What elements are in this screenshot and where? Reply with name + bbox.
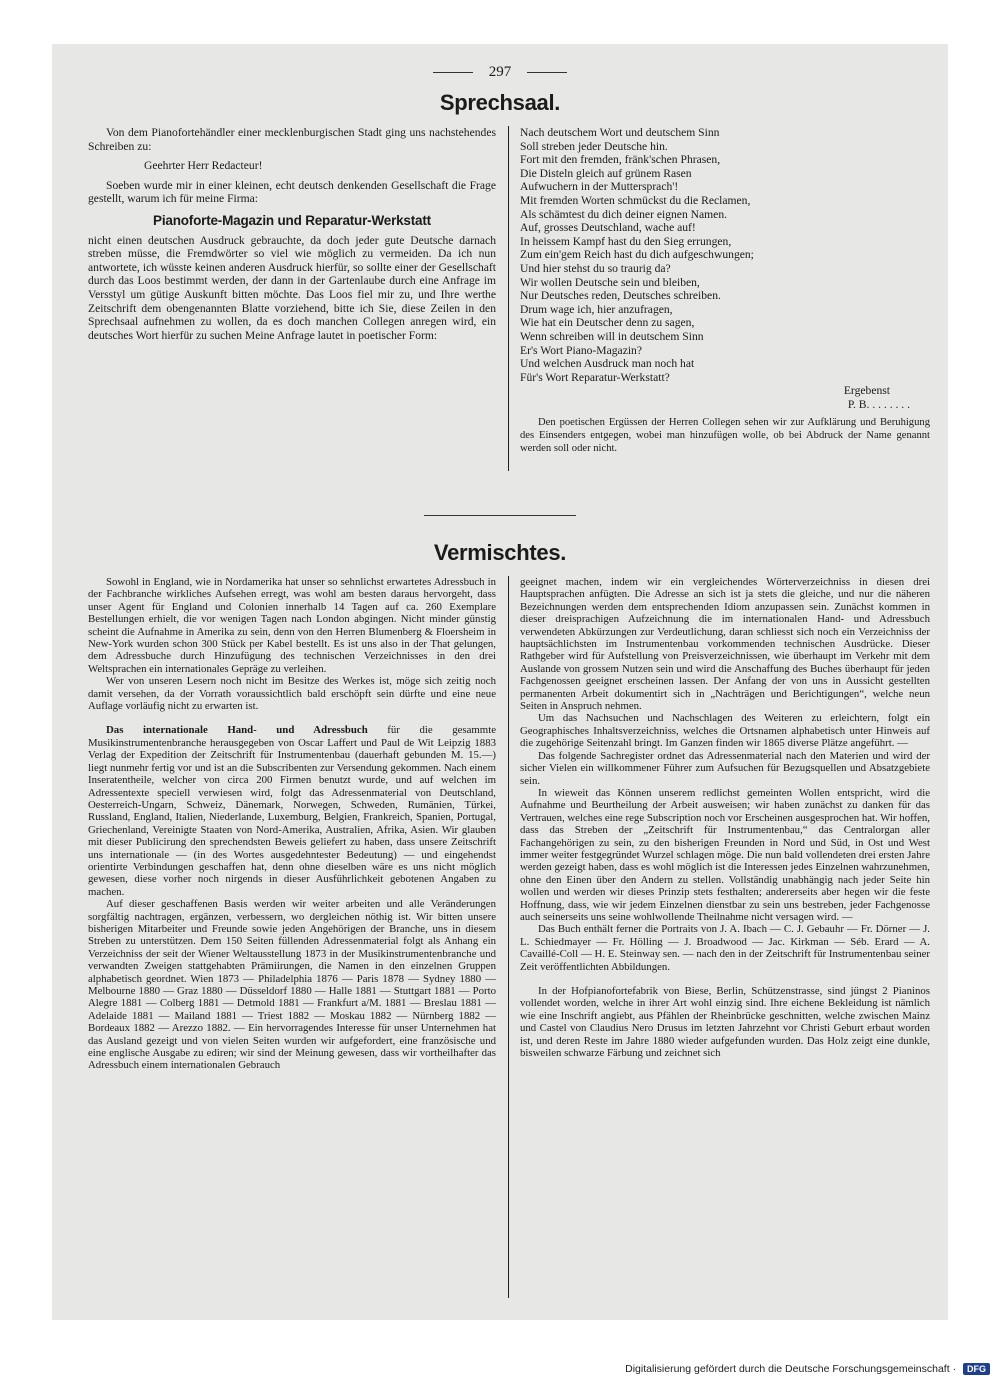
news-paragraph: Um das Nachsuchen und Nachschlagen des Weiteren zu erleichtern, folgt ein Geographisches Inhaltsverzeichniss, welches die Ortsnamen alphabetisch unter Hinweis auf die zugehörige Seitenzahl bringt. Im Ganzen finden wir 1865 diverse Plätze angeführt. —	[520, 712, 930, 750]
poem-line: Er's Wort Piano-Magazin?	[520, 343, 642, 357]
news-paragraph: Das Buch enthält ferner die Portraits von J. A. Ibach — C. J. Gebauhr — Fr. Dörner — J. L. Schiedmayer — Fr. Hölling — J. Broadwood — Jac. Kirkman — Séb. Erard — A. Cavaillé-Coll — H. E. Steinway sen. — nach den in der Zeitschrift für Instrumentenbau seiner Zeit veröffentlichten Abbildungen.	[520, 923, 930, 973]
editor-note: Den poetischen Ergüssen der Herren Collegen sehen wir zur Aufklärung und Beruhigung des Einsenders entgegen, wobei man hinzufügen wolle, ob bei Abdruck der Name genannt werden soll oder nicht.	[520, 417, 930, 454]
news-paragraph: geeignet machen, indem wir ein vergleichendes Wörterverzeichniss in diesen drei Hauptsprachen anfügten. Die Adresse an sich ist ja stets die gleiche, und nur die näheren Bezeichnungen werden dem entsprechenden Idiom anzupassen sein. Zunächst kommen in dieser dreisprachigen Aufzeichnung die im internationalen Hand- und Adressbuch verwendeten Abkürzungen zur Verdeutlichung, daran schliesst sich noch ein Verzeichniss der hauptsächlichsten im Instrumentenbau vorkommenden technischen Ausdrücke. Dieser Rathgeber wird für Aufstellung von Preisverzeichnissen, wie überhaupt im Verkehr mit dem Auslande von grossem Nutzen sein und wird die Anschaffung des Buches überhaupt für jeden Fachgenossen geeignet erscheinen lassen. Der Anfang der von uns in Aussicht gestellten permanenten Arbeit dokumentirt sich in „Nachträgen und Berichtigungen“, welche neun Seiten in Anspruch nehmen.	[520, 576, 930, 713]
page-number-rule-right	[527, 72, 567, 73]
signature: P. B. . . . . . . .	[847, 397, 910, 411]
sprechsaal-left-column	[88, 126, 496, 342]
poem-line: Und welchen Ausdruck man noch hat	[520, 357, 695, 371]
sprechsaal-greeting: Geehrter Herr Redacteur!	[144, 159, 263, 173]
footer-text: Digitalisierung gefördert durch die Deutsche Forschungsgemeinschaft	[625, 1363, 950, 1375]
poem-line: Und hier stehst du so traurig da?	[520, 261, 671, 275]
column-divider	[508, 576, 509, 1298]
poem-line: Wir wollen Deutsche sein und bleiben,	[520, 275, 700, 289]
vermischtes-left-column	[88, 576, 496, 1072]
poem-line: Aufwuchern in der Muttersprach'!	[520, 180, 679, 194]
section-separator	[424, 515, 576, 516]
poem-line: Wie hat ein Deutscher denn zu sagen,	[520, 316, 695, 330]
scanned-page	[52, 44, 948, 1320]
news-paragraph: für die gesammte Musikinstrumentenbranche herausgegeben von Oscar Laffert und Paul de Wit Leipzig 1883 Verlag der Expedition der Zeitschrift für Instrumentenbau (dauerhaft gebunden M. 15.—) liegt nunmehr fertig vor und ist an die Subscribenten zur Versendung gekommen. Nach einem Inseratentheile, welcher von circa 200 Firmen benutzt wurde, und auf welchen im Adressentexte speciell verwiesen wird, folgt das Adressenmaterial von Deutschland, Oesterreich-Ungarn, Schweiz, Dänemark, Norwegen, Schweden, Rumänien, Türkei, Russland, England, Italien, Niederlande, Luxemburg, Belgien, Frankreich, Spanien, Portugal, Griechenland, Vereinigte Staaten von Nord-Amerika, Australien, Afrika, Asien. Wir glauben mit dieser Publicirung den sprechendsten Beweis geliefert zu haben, dass unsere Zeitschrift uns internationale — (in des Wortes ausgedehntester Bedeutung) — und eingehendst orientirte Verbindungen geschaffen hat, denn ohne dieselben wäre es uns nicht möglich gewesen, diese vorher noch nirgends in dieser Ausführlichkeit gebotenen Angaben zu machen.	[88, 724, 496, 898]
poem-line: Soll streben jeder Deutsche hin.	[520, 139, 668, 153]
news-paragraph: In wieweit das Können unserem redlichst gemeinten Wollen entspricht, wird die Aufnahme und Beurtheilung der Arbeit ausweisen; wir haben zunächst zu danken für das Vertrauen, welches eine rege Subscription noch vor Erscheinen ausgesprochen hat. Wir hoffen, dass das Streben der „Zeitschrift für Instrumentenbau,“ das Centralorgan aller Fachangehörigen zu sein, zu den bisherigen Freunden in Nord und Süd, in Ost und West immer weiter festgegründet Wurzel schlagen möge. Die nun bald vollendeten drei ersten Jahre werden gezeigt haben, dass es wohl möglich ist die Interessen jedes Einzelnen wahrzunehmen, ohne den Einen über den Andern zu stellen. Vollständig unabhängig nach jeder Seite hin wollen und werden wir dieses Prinzip stets festhalten; andererseits aber hegen wir die feste Hoffnung, dass, wie wir jedem Einzelnen dienstbar zu sein uns bestreben, jeder Fachgenosse auch seinerseits uns seine wohlwollende Theilnahme nicht versagen wird. —	[520, 786, 930, 923]
poem-line: Die Disteln gleich auf grünem Rasen	[520, 166, 692, 180]
poem-line: In heissem Kampf hast du den Sieg errungen,	[520, 234, 732, 248]
closing: Ergebenst	[843, 384, 890, 398]
page-number-line	[52, 64, 948, 81]
section-title-sprechsaal: Sprechsaal.	[439, 90, 561, 115]
adressbuch-title: Das internationale Hand- und Adressbuch	[106, 724, 368, 737]
poem-line: Mit fremden Worten schmückst du die Reclamen,	[520, 193, 751, 207]
dfg-logo: DFG	[963, 1363, 990, 1375]
page-number-rule-left	[433, 72, 473, 73]
news-paragraph: Auf dieser geschaffenen Basis werden wir weiter arbeiten und alle Veränderungen sorgfältig nachtragen, ergänzen, verbessern, wo dergleichen nöthig ist. Wir bitten unsere bisherigen Mitarbeiter und Freunde sowie jeden Angehörigen der Branche, uns in diesem Streben zu unterstützen. Dem 150 Seiten füllenden Adressenmaterial folgt als Anhang ein Verzeichniss der seit der Wiener Weltausstellung 1873 in der Musikinstrumentenbranche und verwandten Zweigen stattgehabten Prämiirungen, die Namen in den einzelnen Gruppen alphabetisch geordnet. Wien 1873 — Philadelphia 1876 — Paris 1878 — Sydney 1880 — Melbourne 1880 — Graz 1880 — Düsseldorf 1880 — Halle 1881 — Stuttgart 1881 — Porto Alegre 1881 — Colberg 1881 — Detmold 1881 — Frankfurt a/M. 1881 — Breslau 1881 — Adelaide 1881 — Mailand 1881 — Triest 1882 — Moskau 1882 — Nürnberg 1882 — Bordeaux 1882 — Arezzo 1882. — Ein hervorragendes Interesse für unser Unternehmen hat das Ausland gezeigt und von vielen Seiten wurden wir aufgefordert, eine französische und eine englische Ausgabe zu ediren; wir sind der Meinung gewesen, dass wir vortheilhafter das Adressbuch einem internationalen Gebrauch	[88, 898, 496, 1072]
sprechsaal-intro: Von dem Pianofortehändler einer mecklenburgischen Stadt ging uns nachstehendes Schreiben zu:	[88, 126, 496, 153]
vermischtes-right-column	[520, 576, 930, 1059]
page-number: 297	[488, 64, 512, 80]
poem-lines	[520, 126, 930, 384]
poem-line: Fort mit den fremden, fränk'schen Phrasen,	[520, 153, 721, 167]
sprechsaal-poem	[520, 126, 930, 455]
section-title-vermischtes: Vermischtes.	[433, 540, 567, 565]
digitization-footer: Digitalisierung gefördert durch die Deutsche Forschungsgemeinschaft · DFG	[625, 1363, 990, 1375]
firm-heading: Pianoforte-Magazin und Reparatur-Werkstatt	[153, 212, 431, 228]
poem-line: Wenn schreiben will in deutschem Sinn	[520, 329, 704, 343]
poem-line: Für's Wort Reparatur-Werkstatt?	[520, 370, 670, 384]
news-paragraph: Das folgende Sachregister ordnet das Adressenmaterial nach den Materien und wird der sicher Vielen ein willkommener Führer zum Aufsuchen für Bezugsquellen und Absatzgebiete sein.	[520, 749, 930, 787]
sprechsaal-paragraph: Soeben wurde mir in einer kleinen, echt deutsch denkenden Gesellschaft die Frage gestellt, warum ich für meine Firma:	[88, 178, 496, 206]
poem-line: Nach deutschem Wort und deutschem Sinn	[520, 126, 720, 139]
column-divider	[508, 126, 509, 471]
poem-line: Drum wage ich, hier anzufragen,	[520, 302, 673, 316]
poem-line: Zum ein'gem Reich hast du dich aufgeschwungen;	[520, 248, 754, 262]
sprechsaal-paragraph: nicht einen deutschen Ausdruck gebrauchte, da doch jeder gute Deutsche darnach streben müsse, die Fremdwörter so viel wie möglich zu vermeiden. Da ich nun antwortete, ich wüsste keinen anderen Ausdruck hierfür, so sollte einer der Gesellschaft durch das Loos bestimmt werden, der dann in der Gartenlaube durch eine Anfrage im Versstyl um gütige Auskunft bitten möchte. Das Loos fiel mir zu, und Ihre werthe Zeitschrift dem obengenannten Blatte vorziehend, bitte ich Sie, diese Zeilen in den Sprechsaal aufnehmen zu wollen, da es doch manchen Collegen anregen wird, ein deutsches Wort hierfür zu suchen Meine Anfrage lautet in poetischer Form:	[88, 233, 496, 342]
news-paragraph: Sowohl in England, wie in Nordamerika hat unser so sehnlichst erwartetes Adressbuch in der Fachbranche wirkliches Aufsehen erregt, was wohl am besten daraus hervorgeht, dass unser Agent für England und Colonien innerhalb 14 Tagen auf ca. 260 Exemplare Bestellungen erhielt, die vor wenigen Tagen nach London abgingen. Nicht minder günstig scheint die Aufnahme in Amerika zu sein, denn von den Herren Blumenberg & Floersheim in New-York wurden schon 300 Stück per Kabel bestellt. Es ist uns also in der That gelungen, dem Adressbuche durch Hinzufügung des technischen Verzeichnisses in den drei Weltsprachen ein internationales Gepräge zu verleihen.	[88, 576, 496, 675]
news-paragraph: In der Hofpianofortefabrik von Biese, Berlin, Schützenstrasse, sind jüngst 2 Pianinos vollendet worden, welche in ihrer Art wohl einzig sind. Ihre eichene Bekleidung ist nämlich wie eine Inschrift angiebt, aus Pfählen der Rheinbrücke geschnitten, welche zwischen Mainz und Castel von Claudius Nero Drusus im letzten Jahrzehnt vor Christi Geburt erbaut worden ist, und deren Reste im Jahre 1880 wieder aufgefunden wurden. Das Holz zeigt eine dunkle, bisweilen schwarze Färbung und zeichnet sich	[520, 985, 930, 1060]
poem-line: Als schämtest du dich deiner eignen Namen.	[520, 207, 728, 221]
news-paragraph: Wer von unseren Lesern noch nicht im Besitze des Werkes ist, möge sich zeitig noch damit versehen, da der Vorrath voraussichtlich bald erschöpft sein dürfte und eine neue Auflage vorläufig nicht zu erwarten ist.	[88, 675, 496, 713]
poem-line: Auf, grosses Deutschland, wache auf!	[520, 221, 696, 235]
poem-line: Nur Deutsches reden, Deutsches schreiben.	[520, 289, 721, 303]
